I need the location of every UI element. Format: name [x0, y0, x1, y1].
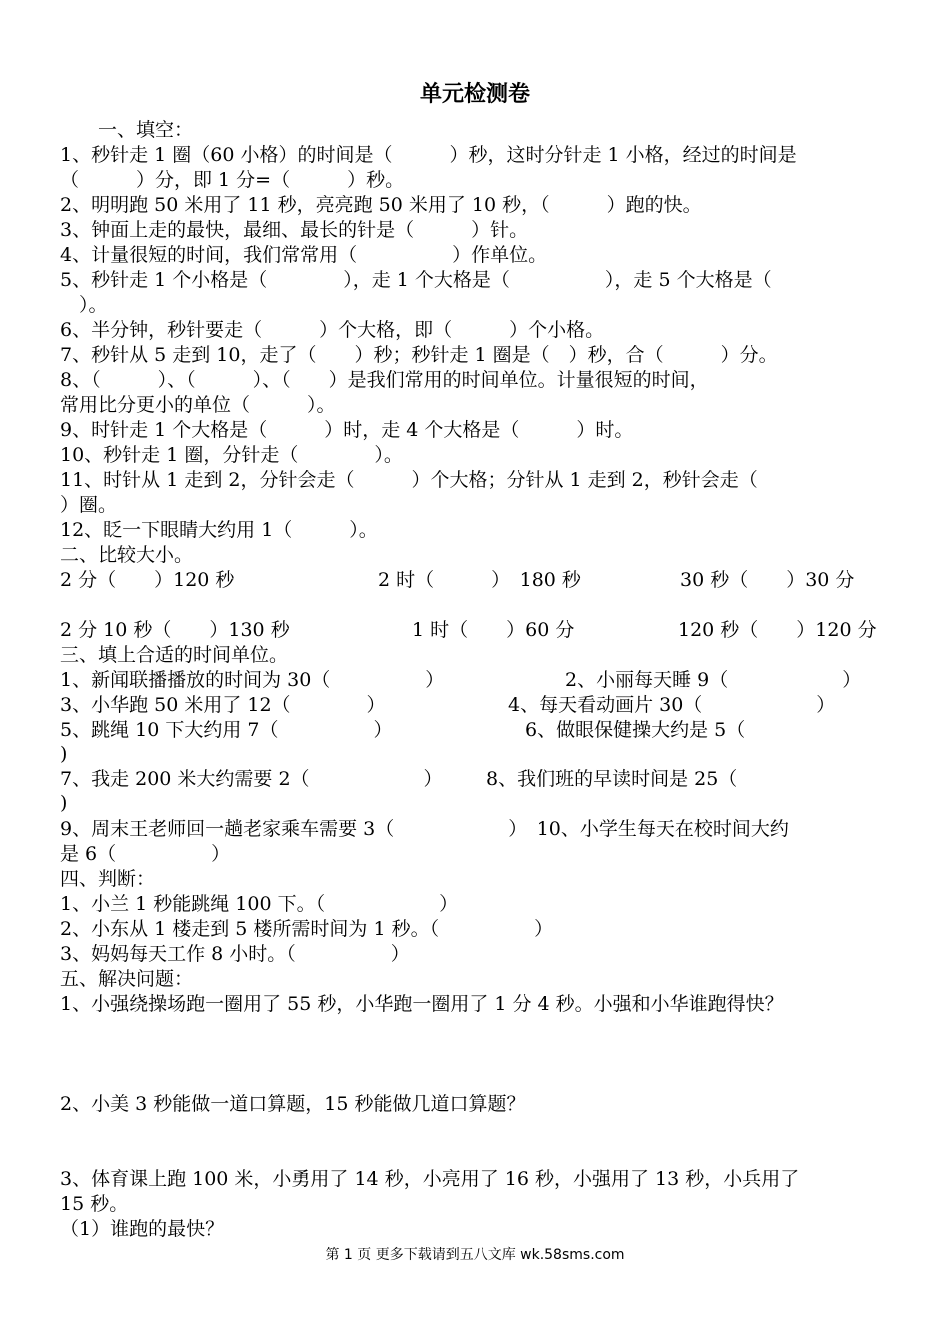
fill-line: 11、时针从 1 走到 2，分针会走（ ）个大格；分针从 1 走到 2，秒针会走（ [60, 469, 758, 491]
unit-item: 9、周末王老师回一趟老家乘车需要 3（ ） 10、小学生每天在校时间大约 [60, 818, 789, 840]
fill-line: 8、（ ）、（ ）、（ ）是我们常用的时间单位。计量很短的时间， [60, 369, 709, 391]
compare-item: 2 分 10 秒（ ）130 秒 [60, 619, 290, 641]
unit-item: 2、小丽每天睡 9（ ） [565, 669, 862, 691]
unit-item: 1、新闻联播播放的时间为 30（ ） [60, 669, 445, 691]
unit-item: 6、做眼保健操大约是 5（ [525, 719, 746, 741]
compare-item: 120 秒（ ）120 分 [678, 619, 877, 641]
problem-2: 2、小美 3 秒能做一道口算题，15 秒能做几道口算题？ [60, 1093, 526, 1115]
problem-1: 1、小强绕操场跑一圈用了 55 秒，小华跑一圈用了 1 分 4 秒。小强和小华谁跑得快？ [60, 993, 784, 1015]
compare-item: 2 分（ ）120 秒 [60, 569, 235, 591]
judge-item: 2、小东从 1 楼走到 5 楼所需时间为 1 秒。（ ） [60, 918, 554, 940]
section-3-title: 三、填上合适的时间单位。 [60, 644, 289, 666]
fill-line: 4、计量很短的时间，我们常常用（ ）作单位。 [60, 244, 548, 266]
problem-3-sub-1: （1）谁跑的最快？ [60, 1218, 225, 1240]
fill-line: 6、半分钟，秒针要走（ ）个大格，即（ ）个小格。 [60, 319, 605, 341]
judge-item: 3、妈妈每天工作 8 小时。（ ） [60, 943, 410, 965]
section-5-title: 五、解决问题： [60, 968, 194, 990]
section-4-title: 四、判断： [60, 868, 156, 890]
fill-line: 2、明明跑 50 米用了 11 秒，亮亮跑 50 米用了 10 秒，（ ）跑的快。 [60, 194, 702, 216]
fill-line: 12、眨一下眼睛大约用 1（ ）。 [60, 519, 378, 541]
page-footer: 第 1 页 更多下载请到五八文库 wk.58sms.com [325, 1247, 625, 1263]
section-1-title: 一、填空： [60, 119, 194, 141]
fill-line: （ ）分，即 1 分=（ ）秒。 [60, 169, 405, 191]
fill-line: 3、钟面上走的最快，最细、最长的针是（ ）针。 [60, 219, 529, 241]
fill-line: ）圈。 [60, 494, 118, 516]
section-2-title: 二、比较大小。 [60, 544, 194, 566]
fill-line: 10、秒针走 1 圈，分针走（ ）。 [60, 444, 403, 466]
page-title: 单元检测卷 [419, 81, 530, 107]
compare-item: 2 时（ ） 180 秒 [378, 569, 581, 591]
unit-item: 8、我们班的早读时间是 25（ [486, 768, 738, 790]
unit-item-cont: ) [60, 792, 68, 814]
unit-item-cont: ) [60, 743, 68, 765]
judge-item: 1、小兰 1 秒能跳绳 100 下。（ ） [60, 893, 459, 915]
fill-line: 9、时针走 1 个大格是（ ）时，走 4 个大格是（ ）时。 [60, 419, 634, 441]
fill-line: 常用比分更小的单位（ ）。 [60, 394, 336, 416]
compare-item: 1 时（ ）60 分 [412, 619, 575, 641]
unit-item: 4、每天看动画片 30（ ） [508, 694, 836, 716]
unit-item: 3、小华跑 50 米用了 12（ ） [60, 694, 386, 716]
unit-item: 5、跳绳 10 下大约用 7（ ） [60, 719, 393, 741]
problem-3-cont: 15 秒。 [60, 1193, 129, 1215]
fill-line: 5、秒针走 1 个小格是（ ），走 1 个大格是（ ），走 5 个大格是（ [60, 269, 772, 291]
compare-item: 30 秒（ ）30 分 [680, 569, 855, 591]
unit-item: 7、我走 200 米大约需要 2（ ） [60, 768, 443, 790]
fill-line: 1、秒针走 1 圈（60 小格）的时间是（ ）秒，这时分针走 1 小格，经过的时间是 [60, 144, 797, 166]
fill-line: ）。 [60, 294, 108, 316]
problem-3: 3、体育课上跑 100 米，小勇用了 14 秒，小亮用了 16 秒，小强用了 13 秒，小兵用了 [60, 1168, 800, 1190]
unit-item: 是 6（ ） [60, 843, 231, 865]
fill-line: 7、秒针从 5 走到 10，走了（ ）秒；秒针走 1 圈是（ ）秒，合（ ）分。 [60, 344, 778, 366]
